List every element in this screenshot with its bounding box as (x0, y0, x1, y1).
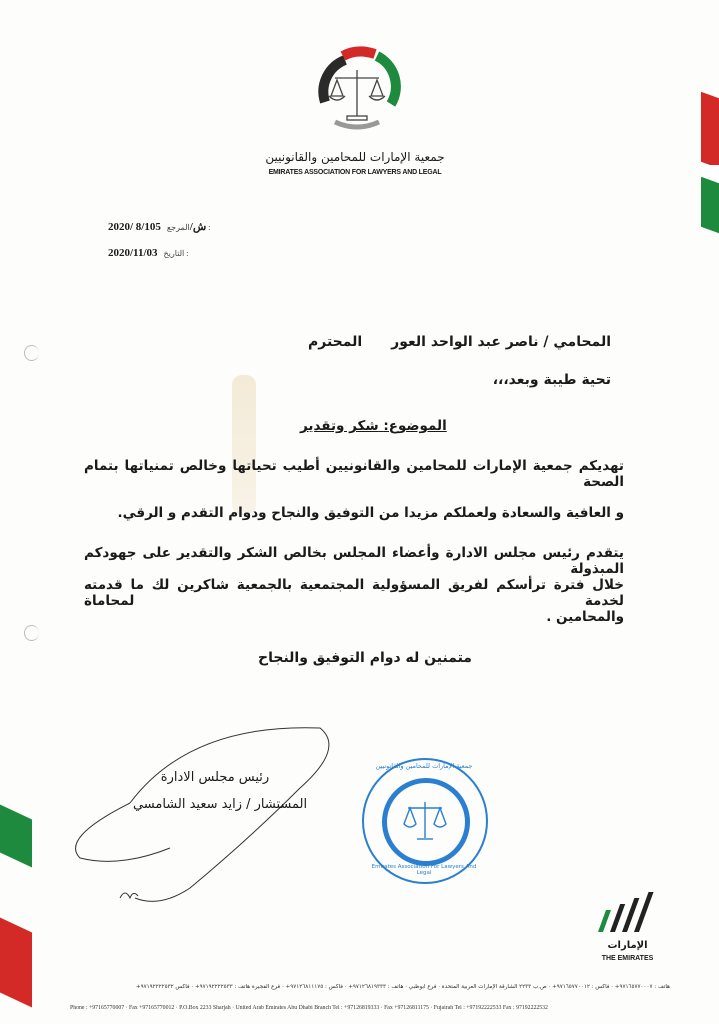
footer-contact-english: Phone : +97165770007 · Fax +97165770012 · P.O.Box 2233 Sharjah · United Arab Emirates Abu Dhabi Branch Tel : +97126819333 · Fax +97126811175 · Fujairah Tel : +97192222533 Fax : 97192222532 (70, 1005, 548, 1011)
reference-number: 2020/ 8/105ش/المرجع : (108, 221, 211, 233)
addressee: المحامي / ناصر عبد الواحد العور (391, 334, 611, 350)
honorific: المحترم (308, 334, 363, 350)
footer-contact-arabic: هاتف : ٩٧١٦٥٧٧٠٠٠٧+ · فاكس : ٩٧١٦٥٧٧٠٠١٢+ · ص.ب ٢٢٣٣ الشارقة الإمارات العربية المتحدة · فرع أبوظبي · هاتف : ٩٧١٢٦٨١٩٣٣٣+ · فاكس : ٩٧١٢٦٨١١١٧٥+ · فرع الفجيرة هاتف : ٩٧١٩٢٢٢٢٥٣٣+ · فاكس ٩٧١٩٢٢٢٢٥٣٢+ (135, 984, 670, 990)
subject-line (300, 418, 447, 434)
punch-hole-mark (24, 345, 39, 361)
signatory-title: رئيس مجلس الادارة (160, 770, 270, 785)
closing-line: متمنين له دوام التوفيق والنجاح (258, 650, 472, 666)
scales-of-justice-icon (329, 70, 385, 120)
subject-text: شكر وتقدير (300, 418, 379, 434)
punch-hole-mark (24, 625, 39, 641)
association-logo (305, 42, 409, 142)
org-name-arabic: جمعية الإمارات للمحامين والقانونيين (265, 150, 445, 164)
letter-date: 2020/11/03 التاريخ : (108, 247, 189, 259)
official-stamp (362, 758, 488, 884)
watermark-mark (232, 375, 256, 515)
paragraph2-line: خلال فترة ترأسكم لفريق المسؤولية المجتمعية بالجمعية شاكرين لك ما قدمته لخدمة لمحاماة (84, 577, 624, 609)
paragraph2-line: والمحامين . (546, 609, 624, 625)
the-emirates-logo (598, 888, 658, 936)
emirates-brand-english: THE EMIRATES (601, 955, 654, 962)
side-stripe-red-left (0, 918, 32, 1008)
paragraph1-line: تهديكم جمعية الإمارات للمحامين والقانونيين أطيب تحياتها وخالص تمنياتها بتمام الصحة (84, 458, 624, 490)
paragraph1-line: و العافية والسعادة ولعملكم مزيدا من التوفيق والنجاح ودوام التقدم و الرقي. (117, 505, 624, 521)
stamp-text-english: Emirates Association For Lawyers And Legal (371, 864, 477, 876)
org-name-english: EMIRATES ASSOCIATION FOR LAWYERS AND LEGAL (268, 169, 442, 176)
greeting: تحية طيبة وبعد،،، (492, 372, 611, 388)
side-stripe-green-left (0, 805, 32, 868)
side-stripe-red (701, 92, 719, 169)
signatory-name: المستشار / زايد سعيد الشامسي (132, 797, 308, 812)
emirates-brand-arabic: الإمارات (607, 940, 648, 951)
paragraph2-line: يتقدم رئيس مجلس الادارة وأعضاء المجلس بخالص الشكر والتقدير على جهودكم المبذولة (84, 545, 624, 577)
side-stripe-green (701, 177, 719, 234)
scales-of-justice-icon (400, 796, 450, 846)
subject-label: الموضوع: (383, 418, 447, 434)
signature-scribble (60, 718, 350, 918)
stamp-text-arabic: جمعية الإمارات للمحامين والقانونيين (375, 762, 473, 770)
